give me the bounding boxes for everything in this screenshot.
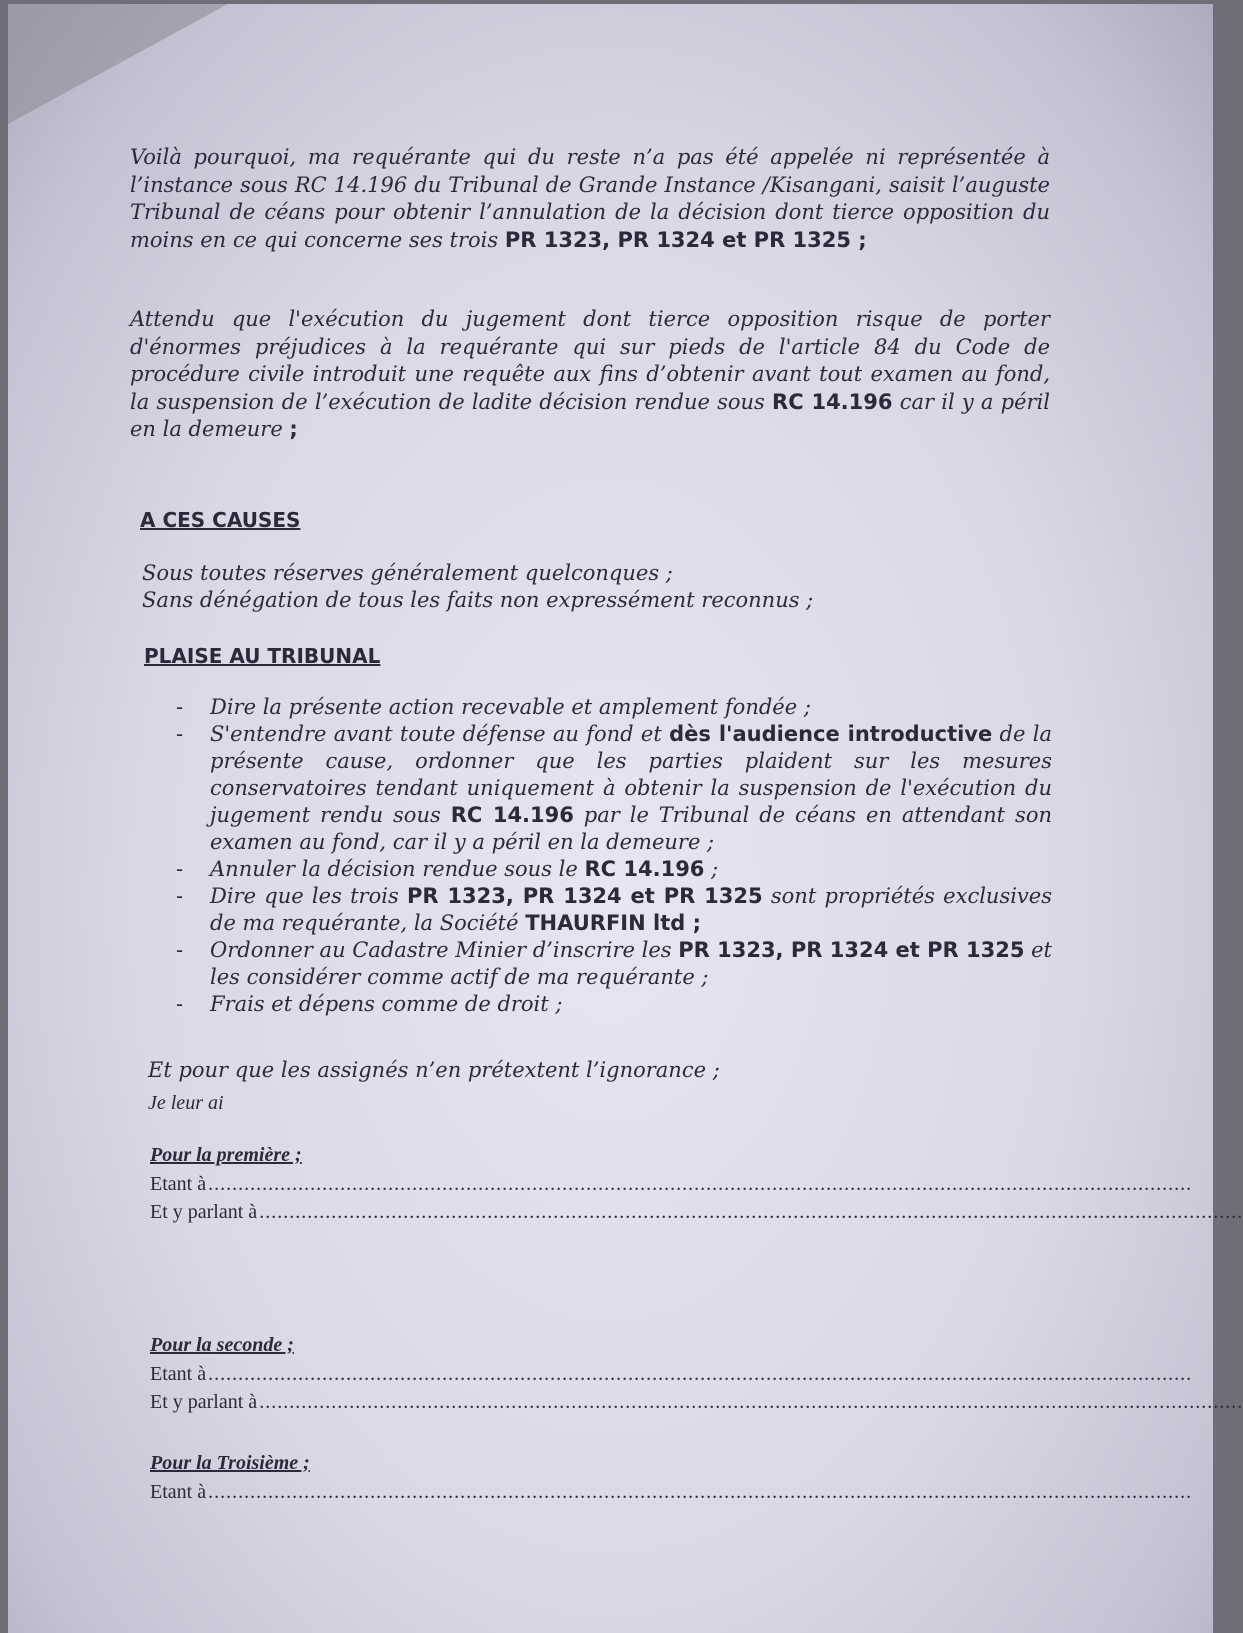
demand-bold-text: dès l'audience introductive: [669, 722, 993, 746]
service-block-second: [150, 1334, 1243, 1419]
fill-in-dots: ....................................................................................................................................................................: [208, 1481, 1193, 1503]
demand-item-6: [172, 991, 1052, 1018]
paragraph-text: Attendu que l'exécution du jugement dont tierce opposition risque de porter d'énormes préjudices à la requérante qui sur pieds de l'article 84 du Code de procédure civile introduit une requête aux fins d’obtenir avant tout examen au fond, la suspension de l’exécution de ladite décision rendue sous: [130, 307, 1050, 414]
closing-ignorance: Et pour que les assignés n’en prétextent l’ignorance ;: [148, 1058, 720, 1082]
demand-text: Dire la présente action recevable et amplement fondée ;: [210, 695, 811, 719]
paragraph-text: car il y a péril en la demeure: [130, 389, 1050, 441]
demand-item-5: [172, 937, 1052, 991]
service-block-third: [150, 1452, 1193, 1509]
demand-item-3: [172, 856, 1052, 883]
demand-text: de la présente cause, ordonner que les parties plaident sur les mesures conservatoires tendant uniquement à obtenir la suspension de l'exécution du jugement rendu sous: [210, 722, 1052, 827]
paragraph-bold-text: ;: [289, 417, 298, 441]
service-label: Et y parlant à: [150, 1201, 258, 1223]
service-title-third: Pour la Troisième ;: [150, 1452, 310, 1474]
demand-text: S'entendre avant toute défense au fond et: [210, 722, 670, 746]
service-label: Etant à: [150, 1481, 207, 1503]
demand-text: et les considérer comme actif de ma requérante ;: [210, 938, 1052, 989]
service-line-parlant: [150, 1391, 1243, 1414]
demand-bold-text: RC 14.196: [450, 803, 574, 827]
demand-bold-text: PR 1323, PR 1324 et PR 1325: [678, 938, 1025, 962]
demand-text: Frais et dépens comme de droit ;: [210, 992, 563, 1016]
demands-list: [172, 694, 1052, 1018]
demand-item-1: [172, 694, 1052, 721]
demand-text: ;: [704, 857, 719, 881]
heading-a-ces-causes: A CES CAUSES: [140, 508, 301, 532]
service-block-first: [150, 1144, 1243, 1229]
demand-text: par le Tribunal de céans en attendant son examen au fond, car il y a péril en la demeure ;: [210, 803, 1052, 854]
demand-text: Ordonner au Cadastre Minier d’inscrire les: [210, 938, 679, 962]
demand-text: Dire que les trois: [210, 884, 407, 908]
paragraph-text: Voilà pourquoi, ma requérante qui du reste n’a pas été appelée ni représentée à l’instance sous RC 14.196 du Tribunal de Grande Instance /Kisangani, saisit l’auguste Tribunal de céans pour obtenir l’annulation de la décision dont tierce opposition du moins en ce qui concerne ses trois: [130, 145, 1050, 252]
service-label: Et y parlant à: [150, 1391, 258, 1413]
fill-in-dots: ....................................................................................................................................................................: [259, 1201, 1243, 1223]
heading-plaise-au-tribunal: PLAISE AU TRIBUNAL: [144, 644, 381, 668]
service-line-parlant: [150, 1201, 1243, 1224]
service-label: Etant à: [150, 1173, 207, 1195]
demand-bold-text: PR 1323, PR 1324 et PR 1325: [406, 884, 763, 908]
reserves-block: [142, 560, 813, 614]
reserves-line-2: Sans dénégation de tous les faits non expressément reconnus ;: [142, 588, 814, 612]
paragraph-attendu: [130, 306, 1050, 444]
paragraph-bold-text: PR 1323, PR 1324 et PR 1325 ;: [504, 227, 867, 252]
demand-bold-text: THAURFIN ltd ;: [525, 911, 701, 935]
paragraph-voila-pourquoi: [130, 144, 1050, 254]
paragraph-bold-text: RC 14.196: [772, 389, 893, 414]
service-label: Etant à: [150, 1363, 207, 1385]
demand-item-2: [172, 721, 1052, 856]
service-line-etant: [150, 1481, 1193, 1504]
page-fold-corner: [8, 4, 228, 124]
fill-in-dots: ....................................................................................................................................................................: [259, 1391, 1243, 1413]
closing-je-leur-ai: Je leur ai: [148, 1092, 224, 1114]
service-line-etant: [150, 1363, 1193, 1386]
demand-text: Annuler la décision rendue sous le: [210, 857, 585, 881]
demand-text: sont propriétés exclusives de ma requérante, la Société: [210, 884, 1053, 935]
fill-in-dots: ....................................................................................................................................................................: [208, 1173, 1193, 1195]
document-page: [8, 4, 1243, 1633]
reserves-line-1: Sous toutes réserves généralement quelconques ;: [142, 561, 673, 585]
service-line-etant: [150, 1173, 1193, 1196]
service-title-first: Pour la première ;: [150, 1144, 302, 1166]
demand-item-4: [172, 883, 1052, 937]
demand-bold-text: RC 14.196: [584, 857, 705, 881]
fill-in-dots: ....................................................................................................................................................................: [208, 1363, 1193, 1385]
service-title-second: Pour la seconde ;: [150, 1334, 294, 1356]
